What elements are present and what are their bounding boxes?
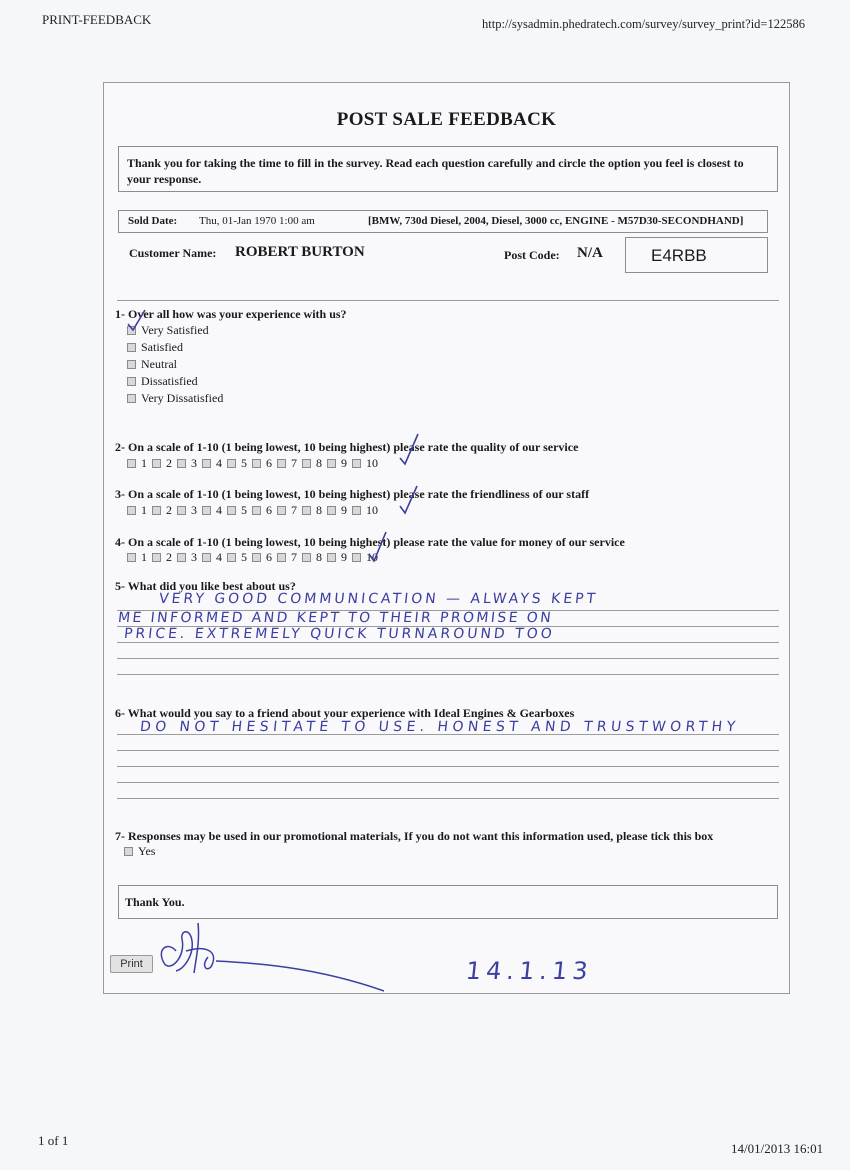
scale-label: 3	[191, 503, 197, 517]
page-url: http://sysadmin.phedratech.com/survey/survey_print?id=122586	[482, 17, 805, 31]
checkbox[interactable]	[127, 459, 136, 468]
checkbox[interactable]	[202, 553, 211, 562]
checkbox[interactable]	[277, 553, 286, 562]
checkbox[interactable]	[352, 553, 361, 562]
postcode-label: Post Code:	[504, 248, 560, 262]
scale-label: 2	[166, 456, 172, 470]
q1-option-very-satisfied[interactable]: Very Satisfied	[127, 323, 209, 338]
q2-option-7[interactable]	[277, 456, 297, 471]
checkbox[interactable]	[252, 506, 261, 515]
question-1: 1- Over all how was your experience with us?	[115, 307, 347, 321]
scale-label: 1	[141, 503, 147, 517]
q3-option-10[interactable]	[352, 503, 378, 518]
postcode-handwritten: E4RBB	[651, 246, 707, 265]
q2-option-1[interactable]	[127, 456, 147, 471]
q4-option-8[interactable]	[302, 550, 322, 565]
scale-label: 4	[216, 550, 222, 564]
checkbox[interactable]	[327, 553, 336, 562]
q6-answer-line-1: DO NOT HESITATE TO USE. HONEST AND TRUSTWORTHY	[139, 719, 741, 735]
q7-option-yes[interactable]: Yes	[124, 844, 155, 859]
q2-option-2[interactable]	[152, 456, 172, 471]
scale-label: 9	[341, 503, 347, 517]
q4-option-3[interactable]	[177, 550, 197, 565]
checkbox[interactable]	[127, 343, 136, 352]
scale-label: 10	[366, 550, 378, 564]
scale-label: 3	[191, 550, 197, 564]
q2-option-10[interactable]	[352, 456, 378, 471]
scale-label: 7	[291, 456, 297, 470]
checkbox[interactable]	[127, 394, 136, 403]
q5-answer-line-3: PRICE. EXTREMELY QUICK TURNAROUND TOO	[123, 626, 556, 642]
q2-option-5[interactable]	[227, 456, 247, 471]
checkbox[interactable]	[152, 506, 161, 515]
question-6: 6- What would you say to a friend about your experience with Ideal Engines & Gearboxes	[115, 706, 575, 720]
page-title: PRINT-FEEDBACK	[42, 12, 152, 27]
q3-option-1[interactable]	[127, 503, 147, 518]
scale-label: 8	[316, 550, 322, 564]
q5-answer-line-2: ME INFORMED AND KEPT TO THEIR PROMISE ON	[117, 610, 554, 626]
question-7: 7- Responses may be used in our promotional materials, If you do not want this information used, please tick this box	[115, 829, 714, 843]
answer-line	[117, 658, 779, 659]
checkbox[interactable]	[227, 553, 236, 562]
sold-date-label: Sold Date:	[128, 215, 178, 227]
q4-tick-mark	[366, 530, 390, 564]
intro-text: Thank you for taking the time to fill in the survey. Read each question carefully and circle the option you feel is closest to your response.	[127, 156, 744, 186]
q3-option-3[interactable]	[177, 503, 197, 518]
checkbox[interactable]	[127, 360, 136, 369]
question-4: 4- On a scale of 1-10 (1 being lowest, 10 being highest) please rate the value for money of our service	[115, 535, 625, 549]
q5-answer-line-1: VERY GOOD COMMUNICATION — ALWAYS KEPT	[158, 591, 599, 607]
checkbox[interactable]	[252, 459, 261, 468]
q3-option-7[interactable]	[277, 503, 297, 518]
scale-label: 1	[141, 550, 147, 564]
q2-option-4[interactable]	[202, 456, 222, 471]
scale-label: 5	[241, 503, 247, 517]
checkbox[interactable]	[277, 506, 286, 515]
scale-label: 6	[266, 456, 272, 470]
q3-option-5[interactable]	[227, 503, 247, 518]
scale-label: 6	[266, 550, 272, 564]
q3-option-2[interactable]	[152, 503, 172, 518]
customer-signature	[146, 911, 396, 1001]
sold-date-value: Thu, 01-Jan 1970 1:00 am	[199, 215, 315, 227]
intro-box	[118, 146, 778, 192]
scale-label: 7	[291, 550, 297, 564]
print-button[interactable]: Print	[110, 955, 153, 973]
scale-label: 3	[191, 456, 197, 470]
checkbox[interactable]	[352, 459, 361, 468]
scale-label: 8	[316, 503, 322, 517]
section-divider	[117, 300, 779, 301]
q3-tick-mark	[397, 484, 421, 516]
scale-label: 2	[166, 503, 172, 517]
checkbox[interactable]	[227, 459, 236, 468]
q3-scale[interactable]	[127, 503, 383, 518]
checkbox[interactable]	[177, 459, 186, 468]
postcode-box	[625, 237, 768, 273]
scale-label: 8	[316, 456, 322, 470]
q3-option-6[interactable]	[252, 503, 272, 518]
feedback-form	[103, 82, 790, 994]
answer-line	[117, 766, 779, 767]
q2-option-8[interactable]	[302, 456, 322, 471]
question-2: 2- On a scale of 1-10 (1 being lowest, 10 being highest) please rate the quality of our service	[115, 440, 579, 454]
q4-option-6[interactable]	[252, 550, 272, 565]
answer-line	[117, 750, 779, 751]
q4-scale[interactable]	[127, 550, 383, 565]
checkbox[interactable]	[177, 553, 186, 562]
form-title: POST SALE FEEDBACK	[336, 109, 557, 130]
checkbox[interactable]	[177, 506, 186, 515]
q4-option-2[interactable]	[152, 550, 172, 565]
answer-line	[117, 782, 779, 783]
print-timestamp: 14/01/2013 16:01	[731, 1141, 824, 1156]
scale-label: 10	[366, 503, 378, 517]
scale-label: 4	[216, 503, 222, 517]
customer-name-label: Customer Name:	[129, 246, 217, 260]
checkbox[interactable]	[202, 506, 211, 515]
signature-date: 14.1.13	[464, 957, 595, 985]
scale-label: 9	[341, 550, 347, 564]
question-5: 5- What did you like best about us?	[115, 579, 296, 593]
scale-label: 6	[266, 503, 272, 517]
q4-option-1[interactable]	[127, 550, 147, 565]
scale-label: 7	[291, 503, 297, 517]
checkbox[interactable]	[277, 459, 286, 468]
q1-tick-mark	[126, 308, 148, 334]
scale-label: 10	[366, 456, 378, 470]
checkbox[interactable]	[327, 459, 336, 468]
checkbox[interactable]	[152, 553, 161, 562]
vehicle-details: [BMW, 730d Diesel, 2004, Diesel, 3000 cc, ENGINE - M57D30-SECONDHAND]	[368, 215, 744, 227]
checkbox[interactable]	[124, 847, 133, 856]
scale-label: 1	[141, 456, 147, 470]
answer-line	[117, 642, 779, 643]
scale-label: 9	[341, 456, 347, 470]
checkbox[interactable]	[352, 506, 361, 515]
q4-option-4[interactable]	[202, 550, 222, 565]
checkbox[interactable]	[127, 377, 136, 386]
thank-you-text: Thank You.	[125, 895, 185, 909]
checkbox[interactable]	[152, 459, 161, 468]
page-count: 1 of 1	[38, 1133, 69, 1148]
q3-option-8[interactable]	[302, 503, 322, 518]
q2-tick-mark	[397, 433, 421, 467]
q4-option-9[interactable]	[327, 550, 347, 565]
q3-option-4[interactable]	[202, 503, 222, 518]
sale-details-box	[118, 210, 768, 233]
checkbox[interactable]	[327, 506, 336, 515]
scale-label: 2	[166, 550, 172, 564]
q1-option-neutral[interactable]: Neutral	[127, 357, 177, 372]
q1-option-satisfied[interactable]: Satisfied	[127, 340, 183, 355]
question-3: 3- On a scale of 1-10 (1 being lowest, 10 being highest) please rate the friendliness of our staff	[115, 487, 590, 501]
postcode-value: N/A	[577, 245, 603, 261]
q4-option-5[interactable]	[227, 550, 247, 565]
checkbox[interactable]	[302, 506, 311, 515]
checkbox[interactable]	[127, 506, 136, 515]
scale-label: 4	[216, 456, 222, 470]
customer-name-value: ROBERT BURTON	[235, 244, 365, 260]
q2-option-6[interactable]	[252, 456, 272, 471]
checkbox[interactable]	[202, 459, 211, 468]
answer-line	[117, 674, 779, 675]
q2-option-9[interactable]	[327, 456, 347, 471]
q3-option-9[interactable]	[327, 503, 347, 518]
q1-option-very-dissatisfied[interactable]: Very Dissatisfied	[127, 391, 223, 406]
scale-label: 5	[241, 456, 247, 470]
checkbox[interactable]	[302, 553, 311, 562]
q4-option-7[interactable]	[277, 550, 297, 565]
q2-scale[interactable]	[127, 456, 383, 471]
answer-line	[117, 798, 779, 799]
checkbox[interactable]	[302, 459, 311, 468]
checkbox[interactable]	[227, 506, 236, 515]
checkbox[interactable]	[127, 553, 136, 562]
checkbox[interactable]	[252, 553, 261, 562]
scale-label: 5	[241, 550, 247, 564]
q1-option-dissatisfied[interactable]: Dissatisfied	[127, 374, 198, 389]
q2-option-3[interactable]	[177, 456, 197, 471]
